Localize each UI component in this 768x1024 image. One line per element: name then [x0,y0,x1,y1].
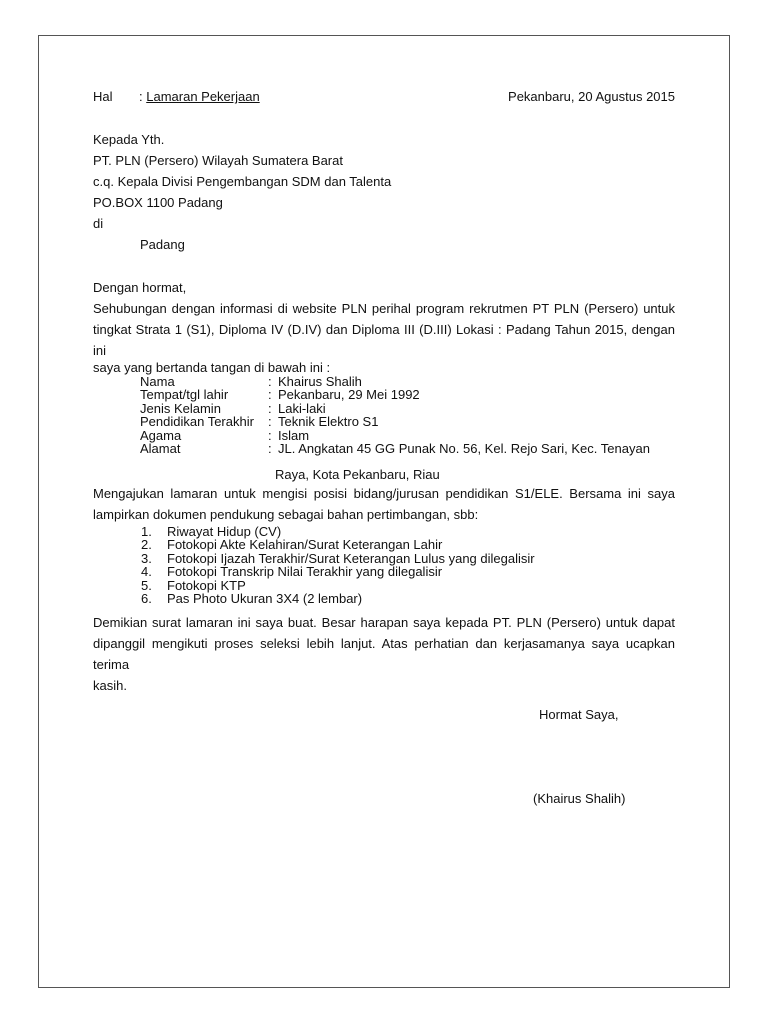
list-text: Fotokopi Ijazah Terakhir/Surat Keterangan Lulus yang dilegalisir [167,550,535,566]
list-number: 4. [141,564,152,579]
identity-row [93,429,675,443]
hal-colon: : [139,89,147,104]
subject-line [93,86,260,107]
recipient-line-6: Padang [140,237,185,252]
list-item [141,565,675,579]
identity-label: Tempat/tgl lahir [140,387,229,402]
identity-colon: : [268,400,272,416]
list-item [141,552,675,566]
list-number: 6. [141,591,152,606]
intro-line-3: saya yang bertanda tangan di bawah ini : [93,360,331,375]
identity-row [93,388,675,402]
recipient-line-2: PT. PLN (Persero) Wilayah Sumatera Barat [93,153,343,168]
intro-line-1: Sehubungan dengan informasi di website PLN perihal program rekrutmen PT PLN (Persero) untuk [93,301,675,316]
closing-line-1: Demikian surat lamaran ini saya buat. Besar harapan saya kepada PT. PLN (Persero) untuk dapat [93,614,675,630]
recipient-line-1: Kepada Yth. [93,132,165,147]
identity-value: Islam [278,427,310,443]
place-date: Pekanbaru, 20 Agustus 2015 [508,89,675,104]
list-number: 5. [141,577,152,593]
hal-label: Hal [93,89,113,104]
hal-subject: Lamaran Pekerjaan [146,89,260,104]
list-item [141,525,675,539]
body-block [93,277,675,696]
list-number: 1. [141,523,152,539]
intro-line-2: tingkat Strata 1 (S1), Diploma IV (D.IV) dan Diploma III (D.III) Lokasi : Padang Tahun 2015, dengan ini [93,322,675,358]
identity-table [93,375,675,456]
apply-line-1: Mengajukan lamaran untuk mengisi posisi bidang/jurusan pendidikan S1/ELE. Bersama ini saya [93,485,675,501]
identity-value: JL. Angkatan 45 GG Punak No. 56, Kel. Rejo Sari, Kec. Tenayan [278,441,650,456]
list-number: 3. [141,550,152,566]
identity-colon: : [268,387,272,402]
identity-colon: : [268,441,272,456]
subject-date-row [93,86,675,107]
identity-value: Khairus Shalih [278,373,362,389]
recipient-line-5: di [93,216,104,231]
identity-value: Laki-laki [278,400,326,416]
list-text: Fotokopi KTP [167,577,246,593]
letter-content [93,86,675,809]
list-item [141,592,675,606]
list-text: Fotokopi Transkrip Nilai Terakhir yang dilegalisir [167,564,443,579]
list-text: Fotokopi Akte Kelahiran/Surat Keterangan Lahir [167,537,443,552]
closing-line-2: dipanggil mengikuti proses seleksi lebih lanjut. Atas perhatian dan kerjasamanya saya ucapkan terima [93,635,675,672]
recipient-block [93,129,675,255]
address-continuation: Raya, Kota Pekanbaru, Riau [275,466,440,482]
apply-line-2: lampirkan dokumen pendukung sebagai bahan pertimbangan, sbb: [93,506,479,522]
identity-label: Alamat [140,441,181,456]
list-text: Riwayat Hidup (CV) [167,523,282,539]
identity-row [93,415,675,429]
recipient-line-4: PO.BOX 1100 Padang [93,195,223,210]
identity-row [93,375,675,389]
closing-paragraph [93,612,675,696]
signature-regards: Hormat Saya, [539,706,619,722]
identity-row [93,402,675,416]
identity-colon: : [268,373,272,389]
list-text: Pas Photo Ukuran 3X4 (2 lembar) [167,591,363,606]
list-number: 2. [141,537,152,552]
identity-row [93,442,675,456]
list-item [141,538,675,552]
closing-line-3: kasih. [93,677,127,693]
attachment-list [93,525,675,606]
identity-value: Teknik Elektro S1 [278,414,379,429]
signature-name: (Khairus Shalih) [533,790,626,806]
identity-label: Pendidikan Terakhir [140,414,254,429]
identity-colon: : [268,427,272,443]
identity-colon: : [268,414,272,429]
salutation: Dengan hormat, [93,280,187,295]
identity-label: Jenis Kelamin [140,400,221,416]
identity-label: Agama [140,427,182,443]
identity-label: Nama [140,373,175,389]
identity-value: Pekanbaru, 29 Mei 1992 [278,387,420,402]
list-item [141,579,675,593]
recipient-line-3: c.q. Kepala Divisi Pengembangan SDM dan Talenta [93,174,392,189]
